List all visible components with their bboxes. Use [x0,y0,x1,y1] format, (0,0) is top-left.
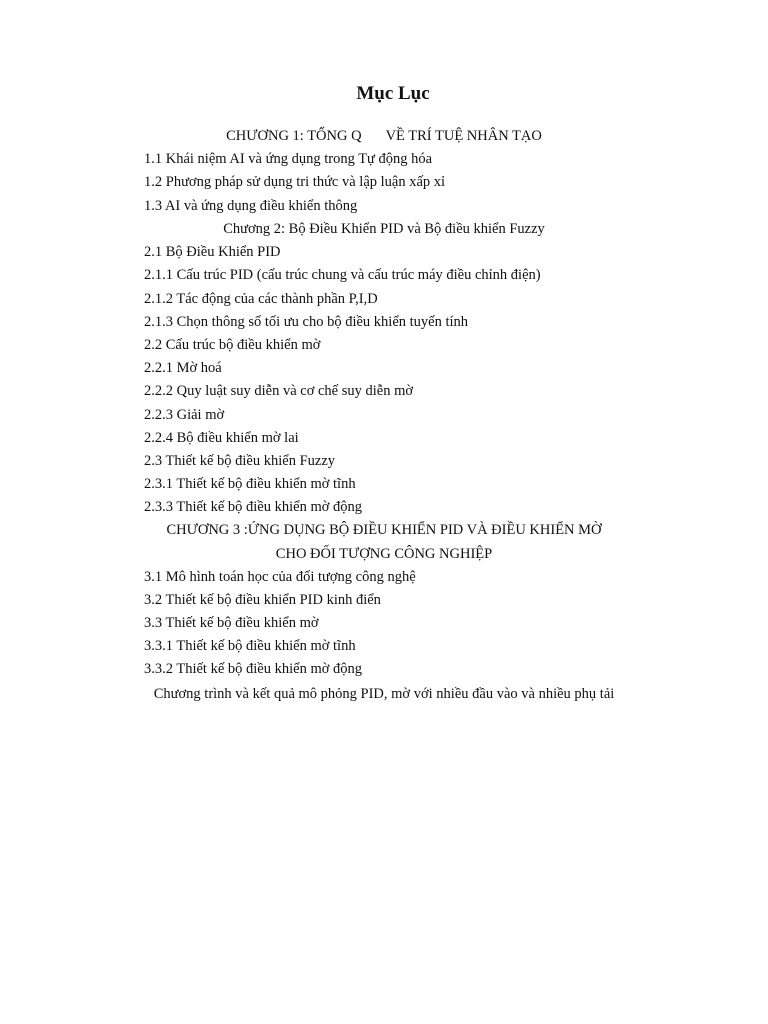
toc-entry: 1.3 AI và ứng dụng điều khiển thông [144,198,358,214]
toc-entry: 2.2 Cấu trúc bộ điều khiển mờ [144,337,321,353]
toc-entry: 2.2.4 Bộ điều khiển mờ lai [144,430,299,446]
toc-entry: 2.1.2 Tác động của các thành phần P,I,D [144,291,378,307]
toc-entry: 2.3.1 Thiết kế bộ điều khiển mờ tĩnh [144,476,356,492]
toc-entry: 1.1 Khái niệm AI và ứng dụng trong Tự động hóa [144,151,433,167]
page-title: Mục Lục [356,83,430,104]
toc-entry: 2.2.1 Mờ hoá [144,360,222,376]
toc-entry: 2.2.2 Quy luật suy diễn và cơ chế suy diễn mờ [144,383,414,399]
toc-entry: 3.3 Thiết kế bộ điều khiển mờ [144,615,319,631]
toc-entry: 3.2 Thiết kế bộ điều khiển PID kinh điển [144,592,381,608]
toc-entry: 2.1.3 Chọn thông số tối ưu cho bộ điều khiển tuyến tính [144,314,469,330]
toc-entry: 2.3.3 Thiết kế bộ điều khiển mờ động [144,499,363,515]
toc-entry: 2.1.1 Cấu trúc PID (cấu trúc chung và cấu trúc máy điều chỉnh điện) [144,267,541,283]
toc-entry: 2.1 Bộ Điều Khiển PID [144,244,281,260]
toc-entry: 3.3.1 Thiết kế bộ điều khiển mờ tĩnh [144,638,356,654]
toc-entry: 2.3 Thiết kế bộ điều khiển Fuzzy [144,453,336,469]
chapter-3-heading-line1: CHƯƠNG 3 :ỨNG DỤNG BỘ ĐIỀU KHIỂN PID VÀ ĐIỀU KHIỂN MỜ [166,522,602,538]
closing-entry: Chương trình và kết quả mô phỏng PID, mờ với nhiều đầu vào và nhiều phụ tải [153,686,615,702]
toc-entry: 1.2 Phương pháp sử dụng tri thức và lập luận xấp xỉ [144,174,446,190]
chapter-1-heading-part1: CHƯƠNG 1: TỔNG Q [226,128,362,144]
chapter-3-heading-line2: CHO ĐỐI TƯỢNG CÔNG NGHIỆP [275,546,493,562]
chapter-1-heading [0,126,768,146]
toc-entry: 2.2.3 Giải mờ [144,407,225,423]
toc-entry: 3.3.2 Thiết kế bộ điều khiển mờ động [144,661,363,677]
toc-entry: 3.1 Mô hình toán học của đối tượng công nghệ [144,569,416,585]
chapter-1-heading-part2: VỀ TRÍ TUỆ NHÂN TẠO [385,128,542,144]
chapter-2-heading: Chương 2: Bộ Điều Khiển PID và Bộ điều khiển Fuzzy [223,221,545,237]
